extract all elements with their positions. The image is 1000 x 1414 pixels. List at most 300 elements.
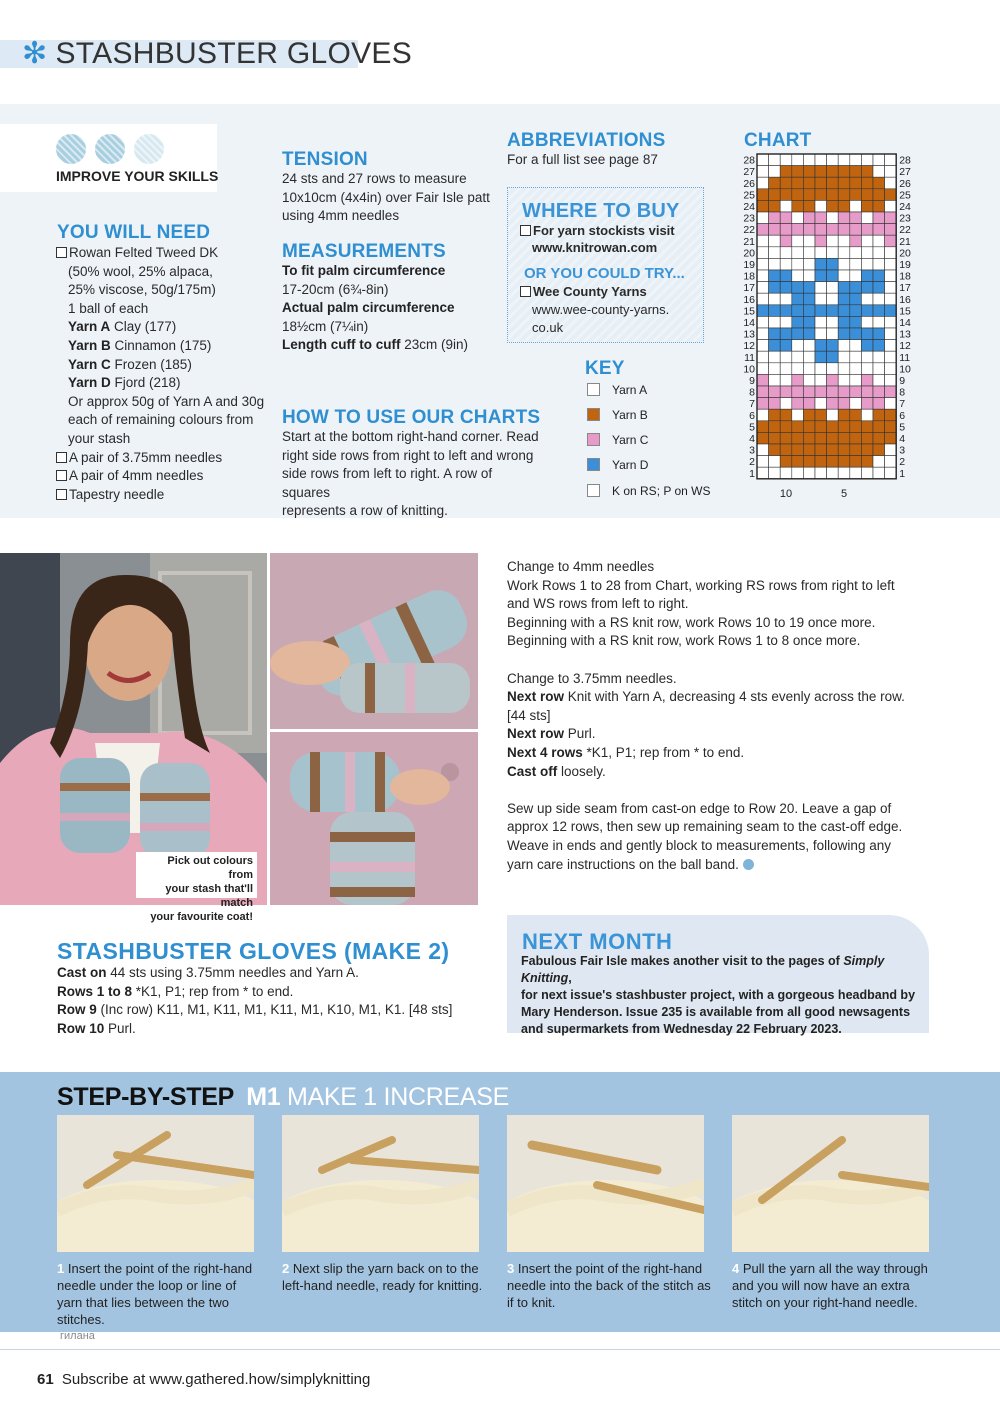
step-4-text: 4 Pull the yarn all the way through and you will now have an extra stitch on your right-hand needle. (732, 1261, 928, 1310)
chart-row-label: 15 (899, 305, 911, 318)
chart-row-label: 3 (749, 444, 755, 457)
chart-cell (861, 270, 873, 282)
chart-cell (838, 247, 850, 259)
chart-cell (757, 305, 769, 317)
chart-row-label: 4 (899, 433, 906, 445)
chart-cell (850, 351, 862, 363)
step-1-text: 1 Insert the point of the right-hand needle under the loop or line of yarn that lies between the two stitches. (57, 1261, 253, 1327)
instruction-line: Beginning with a RS knit row, work Rows 10 to 19 once more. (507, 614, 876, 630)
chart-cell (850, 235, 862, 247)
chart-cell (861, 200, 873, 212)
chart-cell (780, 409, 792, 421)
chart-cell (780, 421, 792, 433)
chart-cell (873, 247, 885, 259)
chart-cell (757, 270, 769, 282)
chart-cell (861, 374, 873, 386)
chart-cell (792, 363, 804, 375)
text-line: 24 sts and 27 rows to measure (282, 171, 467, 186)
chart-cell (780, 224, 792, 236)
chart-row-label: 2 (899, 456, 906, 469)
chart-row-label: 22 (899, 224, 911, 237)
chart-cell (780, 235, 792, 247)
chart-row-label: 9 (749, 375, 755, 387)
length-value: 23cm (9in) (400, 337, 469, 353)
chart-row-label: 18 (743, 270, 755, 283)
chart-cell (792, 212, 804, 224)
chart-cell (850, 258, 862, 270)
chart-cell (803, 166, 815, 178)
how-to-text (282, 428, 542, 521)
chart-cell (803, 363, 815, 375)
chart-cell (850, 200, 862, 212)
chart-cell (827, 340, 839, 352)
chart-cell (827, 444, 839, 456)
chart-cell (792, 328, 804, 340)
chart-cell (850, 282, 862, 294)
chart-cell (861, 444, 873, 456)
chart-cell (861, 340, 873, 352)
chart-cell (827, 351, 839, 363)
chart-cell (885, 456, 897, 468)
chart-cell (838, 166, 850, 178)
chart-cell (850, 270, 862, 282)
chart-row-label: 23 (743, 212, 755, 225)
chart-cell (803, 270, 815, 282)
chart-cell (792, 293, 804, 305)
chart-cell (861, 421, 873, 433)
yarn-d: Yarn D Fjord (218) (68, 375, 181, 391)
chart-cell (803, 340, 815, 352)
measurements-text (282, 262, 502, 355)
chart-cell (803, 456, 815, 468)
chart-cell (838, 270, 850, 282)
chart-cell (885, 177, 897, 189)
chart-cell (757, 328, 769, 340)
how-to-heading: HOW TO USE OUR CHARTS (282, 407, 541, 428)
chart-cell (850, 316, 862, 328)
chart-cell (861, 189, 873, 201)
chart-cell (873, 316, 885, 328)
chart-cell (885, 386, 897, 398)
chart-cell (769, 456, 781, 468)
length-label: Length cuff to cuff (282, 337, 401, 353)
chart-cell (885, 200, 897, 212)
chart-cell (850, 166, 862, 178)
chart-cell (769, 224, 781, 236)
chart-row-label: 26 (899, 177, 911, 190)
chart-cell (873, 340, 885, 352)
text-line: for next issue's stashbuster project, with a gorgeous headband by (521, 988, 916, 1002)
chart-cell (838, 282, 850, 294)
chart-cell (873, 212, 885, 224)
key-item-knit: K on RS; P on WS (587, 484, 711, 498)
chart-row-label: 13 (899, 328, 911, 341)
instruction-line: Sew up side seam from cast-on edge to Row 20. Leave a gap of (507, 800, 892, 816)
chart-cell (873, 467, 885, 479)
chart-cell (838, 235, 850, 247)
chart-cell (850, 444, 862, 456)
chart-cell (792, 432, 804, 444)
chart-cell (769, 282, 781, 294)
chart-cell (769, 340, 781, 352)
swatch (587, 408, 600, 421)
list-item: A pair of 4mm needles (56, 467, 266, 486)
chart-cell (827, 374, 839, 386)
chart-cell (803, 467, 815, 479)
chart-cell (803, 305, 815, 317)
chart-cell (757, 189, 769, 201)
chart-cell (873, 305, 885, 317)
chart-cell (757, 293, 769, 305)
chart-row-label: 9 (899, 375, 906, 387)
chart-cell (850, 432, 862, 444)
chart-cell (769, 421, 781, 433)
pattern-line: Row 9 (Inc row) K11, M1, K11, M1, K11, M1, K10, M1, K1. [48 sts] (57, 1002, 453, 1018)
alt-shop-link[interactable]: www.wee-county-yarns. (532, 302, 670, 317)
chart-cell (885, 212, 897, 224)
chart-cell (757, 456, 769, 468)
chart-row-label: 20 (743, 247, 755, 260)
chart-cell (873, 456, 885, 468)
instruction-line: Work Rows 1 to 28 from Chart, working RS rows from right to left (507, 577, 895, 593)
step-4-photo (732, 1115, 929, 1252)
chart-cell (815, 247, 827, 259)
rowan-link[interactable]: www.knitrowan.com (532, 240, 658, 255)
chart-row-label: 6 (899, 409, 906, 422)
chart-cell (792, 166, 804, 178)
chart-cell (861, 398, 873, 410)
chart-row-label: 28 (899, 154, 911, 167)
chart-cell (780, 340, 792, 352)
chart-cell (838, 374, 850, 386)
chart-row-label: 10 (743, 363, 755, 376)
next-month-text (521, 953, 921, 1038)
chart-cell (850, 328, 862, 340)
chart-cell (838, 444, 850, 456)
instruction-line: Weave in ends and gently block to measurements, following any (507, 837, 891, 853)
chart-cell (803, 258, 815, 270)
list-item: 25% viscose, 50g/175m) (68, 282, 216, 298)
chart-cell (885, 258, 897, 270)
chart-row-label: 25 (743, 189, 755, 202)
chart-cell (803, 200, 815, 212)
chart-cell (815, 224, 827, 236)
chart-cell (885, 432, 897, 444)
chart-row-label: 2 (749, 456, 755, 469)
chart-cell (850, 189, 862, 201)
chart-cell (815, 328, 827, 340)
chart-cell (792, 386, 804, 398)
list-item: each of remaining colours from (68, 412, 254, 428)
chart-cell (769, 293, 781, 305)
chart-cell (885, 189, 897, 201)
checkbox-icon (520, 225, 531, 236)
chart-cell (757, 316, 769, 328)
chart-cell (780, 444, 792, 456)
chart-cell (838, 456, 850, 468)
pattern-line: Rows 1 to 8 *K1, P1; rep from * to end. (57, 983, 294, 999)
chart-cell (769, 177, 781, 189)
chart-cell (873, 166, 885, 178)
chart-cell (850, 421, 862, 433)
chart-row-label: 5 (749, 421, 755, 434)
chart-cell (885, 224, 897, 236)
chart-cell (850, 177, 862, 189)
chart-cell (769, 212, 781, 224)
chart-cell (850, 305, 862, 317)
chart-row-label: 21 (899, 235, 911, 248)
chart-cell (780, 398, 792, 410)
chart-cell (780, 305, 792, 317)
chart-row-label: 11 (899, 351, 911, 364)
yarn-ball-end-icon (743, 859, 754, 870)
page-title-text: STASHBUSTER GLOVES (55, 37, 413, 70)
pattern-line: Cast on 44 sts using 3.75mm needles and Yarn A. (57, 965, 359, 980)
chart-cell (803, 212, 815, 224)
chart-cell (780, 328, 792, 340)
instruction-line: Next row Purl. (507, 726, 596, 742)
chart-cell (780, 432, 792, 444)
chart-cell (803, 432, 815, 444)
alt-shop-link[interactable]: co.uk (532, 320, 564, 335)
chart-cell (780, 363, 792, 375)
chart-cell (827, 282, 839, 294)
chart-cell (861, 363, 873, 375)
chart-cell (873, 189, 885, 201)
page-title (22, 36, 412, 71)
fit-value: 17-20cm (6¾-8in) (282, 281, 389, 297)
chart-cell (861, 456, 873, 468)
yarn-c: Yarn C Frozen (185) (68, 356, 192, 372)
chart-cell (803, 247, 815, 259)
instruction-line: Change to 3.75mm needles. (507, 670, 677, 686)
chart-cell (861, 305, 873, 317)
chart-cell (873, 351, 885, 363)
chart-cell (838, 154, 850, 166)
key-item-yarn-d: Yarn D (587, 458, 648, 472)
chart-cell (803, 374, 815, 386)
chart-row-label: 16 (899, 293, 911, 306)
chart-cell (850, 456, 862, 468)
chart-cell (885, 444, 897, 456)
checkbox-icon (56, 247, 67, 258)
measurements-heading: MEASUREMENTS (282, 241, 446, 262)
chart-row-label: 6 (749, 409, 755, 422)
chart-cell (815, 282, 827, 294)
chart-row-label: 24 (743, 201, 755, 213)
yarn-a: Yarn A Clay (177) (68, 319, 177, 335)
text-line: 10x10cm (4x4in) over Fair Isle patt (282, 189, 490, 205)
watermark: гилана (60, 1330, 95, 1342)
chart-row-label: 18 (899, 270, 911, 283)
chart-cell (792, 177, 804, 189)
chart-cell (769, 258, 781, 270)
chart-cell (861, 258, 873, 270)
chart-cell (757, 200, 769, 212)
chart-cell (827, 421, 839, 433)
list-item: 1 ball of each (68, 300, 149, 316)
chart-cell (815, 316, 827, 328)
chart-cell (769, 200, 781, 212)
chart-row-label: 17 (743, 282, 755, 295)
chart-cell (861, 247, 873, 259)
chart-cell (827, 386, 839, 398)
chart-cell (815, 200, 827, 212)
chart-cell (838, 398, 850, 410)
chart-cell (815, 177, 827, 189)
chart-cell (861, 467, 873, 479)
chart-cell (827, 247, 839, 259)
chart-row-label: 27 (743, 166, 755, 179)
chart-row-label: 15 (743, 305, 755, 318)
step-title: MAKE 1 INCREASE (287, 1083, 509, 1111)
chart-cell (873, 177, 885, 189)
chart-cell (873, 235, 885, 247)
chart-cell (885, 293, 897, 305)
chart-cell (815, 340, 827, 352)
instruction-line: and WS rows from left to right. (507, 596, 689, 612)
instruction-line: [44 sts] (507, 707, 551, 723)
chart-cell (792, 398, 804, 410)
chart-cell (861, 224, 873, 236)
chart-cell (803, 235, 815, 247)
chart-row-label: 25 (899, 189, 911, 202)
chart-cell (803, 224, 815, 236)
list-item: Rowan Felted Tweed DK (56, 244, 266, 263)
chart-cell (838, 363, 850, 375)
chart-cell (838, 386, 850, 398)
chart-cell (792, 247, 804, 259)
list-item: your stash (68, 430, 131, 446)
key-item-yarn-b: Yarn B (587, 408, 648, 422)
chart-cell (792, 374, 804, 386)
fair-isle-chart (740, 152, 920, 502)
chart-cell (792, 316, 804, 328)
chart-cell (757, 282, 769, 294)
checkbox-icon (56, 452, 67, 463)
chart-cell (827, 432, 839, 444)
chart-cell (815, 398, 827, 410)
chart-cell (769, 467, 781, 479)
chart-cell (780, 212, 792, 224)
chart-row-label: 3 (899, 444, 906, 457)
tension-heading: TENSION (282, 149, 368, 170)
chart-cell (780, 374, 792, 386)
chart-row-label: 4 (749, 433, 755, 445)
instructions-text (507, 558, 947, 874)
chart-cell (885, 351, 897, 363)
chart-cell (792, 258, 804, 270)
chart-cell (792, 340, 804, 352)
chart-cell (769, 351, 781, 363)
list-item: A pair of 3.75mm needles (56, 449, 266, 468)
chart-cell (769, 154, 781, 166)
chart-row-label: 8 (899, 386, 906, 399)
step-3-text: 3 Insert the point of the right-hand needle into the back of the stitch as if to knit. (507, 1261, 711, 1310)
chart-cell (792, 235, 804, 247)
chart-cell (757, 386, 769, 398)
chart-cell (838, 305, 850, 317)
tension-text (282, 170, 502, 226)
checkbox-icon (520, 286, 531, 297)
chart-cell (815, 432, 827, 444)
chart-cell (757, 212, 769, 224)
chart-cell (780, 189, 792, 201)
chart-cell (792, 224, 804, 236)
chart-cell (792, 456, 804, 468)
pattern-line: Row 10 Purl. (57, 1020, 136, 1036)
chart-row-label: 19 (743, 259, 755, 271)
chart-cell (861, 328, 873, 340)
chart-cell (757, 398, 769, 410)
chart-row-label: 1 (749, 467, 755, 480)
chart-cell (885, 421, 897, 433)
text-line: side rows from left to right. A row of squares (282, 466, 493, 500)
stockists-text: For yarn stockists visit (533, 223, 675, 238)
step-by-step-heading (57, 1083, 509, 1112)
chart-cell (838, 200, 850, 212)
step-1-photo (57, 1115, 254, 1252)
chart-cell (827, 258, 839, 270)
chart-cell (792, 467, 804, 479)
checkbox-icon (56, 489, 67, 500)
chart-row-label: 10 (899, 363, 911, 376)
chart-cell (815, 467, 827, 479)
instruction-line: yarn care instructions on the ball band. (507, 856, 947, 875)
subscribe-link[interactable]: Subscribe at www.gathered.how/simplyknitting (61, 1371, 371, 1388)
chart-cell (861, 154, 873, 166)
chart-cell (780, 386, 792, 398)
where-to-buy-text (520, 222, 700, 256)
chart-cell (780, 467, 792, 479)
chart-cell (769, 189, 781, 201)
chart-cell (827, 212, 839, 224)
actual-label: Actual palm circumference (282, 300, 455, 316)
chart-cell (827, 328, 839, 340)
alt-shop-name: Wee County Yarns (533, 284, 647, 299)
chart-cell (850, 398, 862, 410)
chart-cell (757, 409, 769, 421)
chart-cell (827, 398, 839, 410)
alt-text (520, 283, 700, 337)
page-number: 61 (37, 1371, 54, 1388)
gloves-photo-top (270, 553, 478, 729)
chart-cell (885, 305, 897, 317)
chart-cell (803, 398, 815, 410)
chart-cell (780, 177, 792, 189)
chart-cell (769, 328, 781, 340)
chart-cell (861, 409, 873, 421)
chart-cell (861, 282, 873, 294)
chart-cell (873, 270, 885, 282)
chart-cell (873, 293, 885, 305)
chart-cell (827, 235, 839, 247)
text-line: Mary Henderson. Issue 235 is available from all good newsagents (521, 1005, 911, 1019)
chart-cell (885, 270, 897, 282)
chart-cell (792, 444, 804, 456)
chart-cell (757, 235, 769, 247)
caption-line: Pick out colours from (167, 855, 253, 881)
chart-cell (803, 328, 815, 340)
chart-cell (757, 247, 769, 259)
chart-cell (850, 363, 862, 375)
instruction-line: Next 4 rows *K1, P1; rep from * to end. (507, 744, 745, 760)
chart-cell (873, 374, 885, 386)
m1-label: M1 (246, 1083, 281, 1111)
snowflake-icon: ✻ (22, 37, 48, 70)
chart-cell (792, 200, 804, 212)
skill-level-label: IMPROVE YOUR SKILLS (56, 168, 219, 184)
